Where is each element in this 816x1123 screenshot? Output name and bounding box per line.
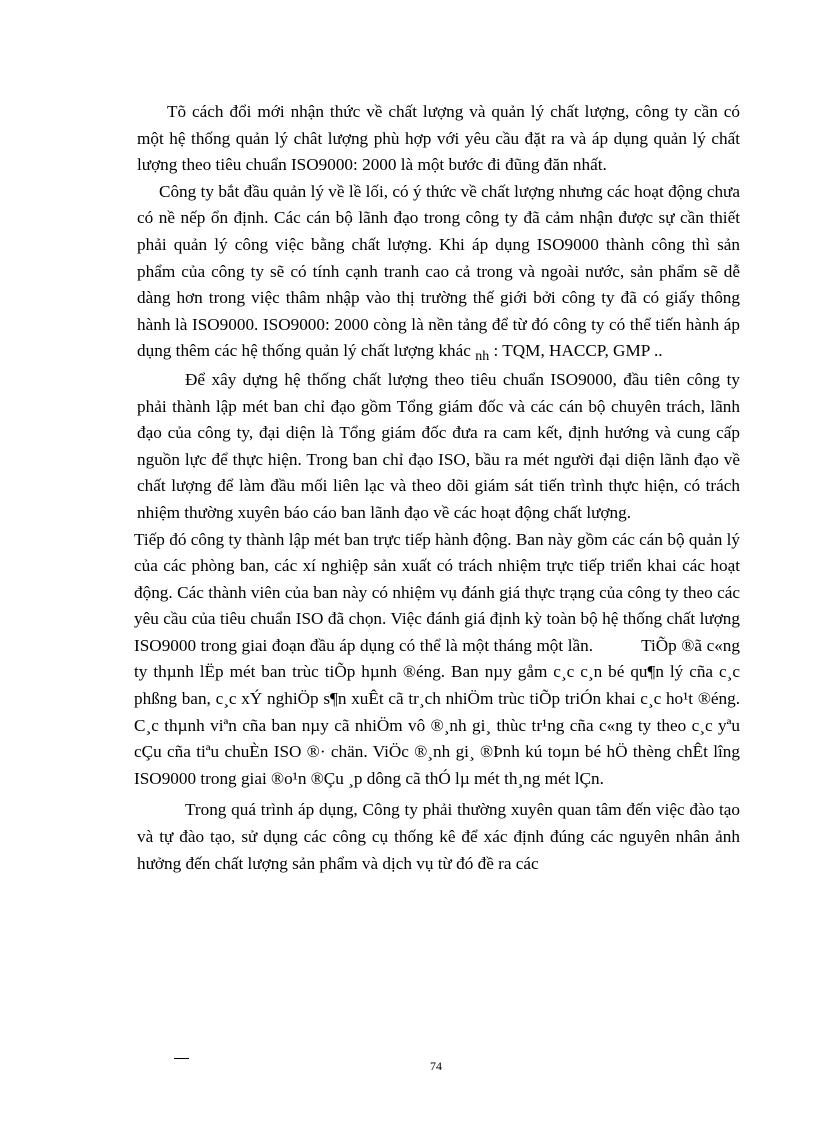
- paragraph-4-garbled-text: TiÕp ®ã c«ng ty thµnh lËp mét ban trùc tiÕp hµnh ®éng. Ban nµy gåm c¸c c¸n bé qu¶n lý cña c¸c phßng ban, c¸c xÝ nghiÖp s¶n xuÊt cã tr¸ch nhiÖm trùc tiÕp triÓn khai c¸c ho¹t ®éng. C¸c thµnh viªn cña ban nµy cã nhiÖm vô ®¸nh gi¸ thùc tr¹ng cña c«ng ty theo c¸c yªu cÇu cña tiªu chuÈn ISO ®· chän. ViÖc ®¸nh gi¸ ®Þnh kú toµn bé hÖ thèng chÊt lîng ISO9000 trong giai ®o¹n ®Çu ¸p dông cã thÓ lµ mét th¸ng mét lÇn.: [134, 635, 740, 788]
- paragraph-1: Tõ cách đổi mới nhận thức về chất lượng và quản lý chất lượng, công ty cần có một hệ thống quản lý chât lượng phù hợp với yêu cầu đặt ra và áp dụng quản lý chất lượng theo tiêu chuẩn ISO9000: 2000 là một bước đi đũng đăn nhất.: [137, 102, 740, 175]
- paragraph-2: [137, 179, 740, 367]
- paragraph-2-tail: : TQM, HACCP, GMP ..: [489, 341, 663, 361]
- paragraph-4-text: Tiếp đó công ty thành lập mét ban trực tiếp hành động. Ban này gồm các cán bộ quản lý của các phòng ban, các xí nghiệp sản xuất có trách nhiệm trực tiếp triển khai các hoạt động. Các thành viên của ban này có nhiệm vụ đánh giá thực trạng của công ty theo các yêu cầu của tiêu chuẩn ISO đã chọn. Việc đánh giá định kỳ toàn bộ hệ thống chất lượng ISO9000 trong giai đoạn đầu áp dụng có thể là một tháng một lần.: [134, 529, 740, 655]
- paragraph-4: [134, 527, 740, 793]
- paragraph-5: Trong quá trình áp dụng, Công ty phải thường xuyên quan tâm đến việc đào tạo và tự đào tạo, sử dụng các công cụ thống kê để xác định đúng các nguyên nhân ảnh hưởng đến chất lượng sản phẩm và dịch vụ từ đó đề ra các: [137, 800, 740, 873]
- paragraph-2-text: Công ty bắt đầu quản lý về lề lối, có ý thức về chất lượng nhưng các hoạt động chưa có nề nếp ổn định. Các cán bộ lãnh đạo trong công ty đã cảm nhận được sự cần thiết phải quản lý công việc bằng chất lượng. Khi áp dụng ISO9000 thành công thì sản phẩm của công ty sẽ có tính cạnh tranh cao cả trong và ngoài nước, sản phẩm sẽ dễ dàng hơn trong việc thâm nhập vào thị trường thế giới bởi công ty đã có giấy thông hành là ISO9000. ISO9000: 2000 còng là nền tảng để từ đó công ty có thể tiến hành áp dụng thêm các hệ thống quản lý chất lượng khác: [137, 181, 740, 361]
- document-body: [134, 99, 740, 877]
- paragraph-2-subscript: nh: [475, 349, 490, 365]
- page-number: 74: [430, 1059, 442, 1073]
- paragraph-3: Để xây dựng hệ thống chất lượng theo tiêu chuẩn ISO9000, đầu tiên công ty phải thành lập mét ban chỉ đạo gồm Tổng giám đốc và các cán bộ chuyên trách, lãnh đạo của công ty, đại diện là Tổng giám đốc đưa ra cam kết, định hướng và cung cấp nguồn lực để thực hiện. Trong ban chỉ đạo ISO, bầu ra mét người đại diện lãnh đạo về chất lượng để làm đầu mối liên lạc và theo dõi giám sát tiến trình thực hiện, có trách nhiệm thường xuyên báo cáo ban lãnh đạo về các hoạt động chất lượng.: [137, 369, 740, 522]
